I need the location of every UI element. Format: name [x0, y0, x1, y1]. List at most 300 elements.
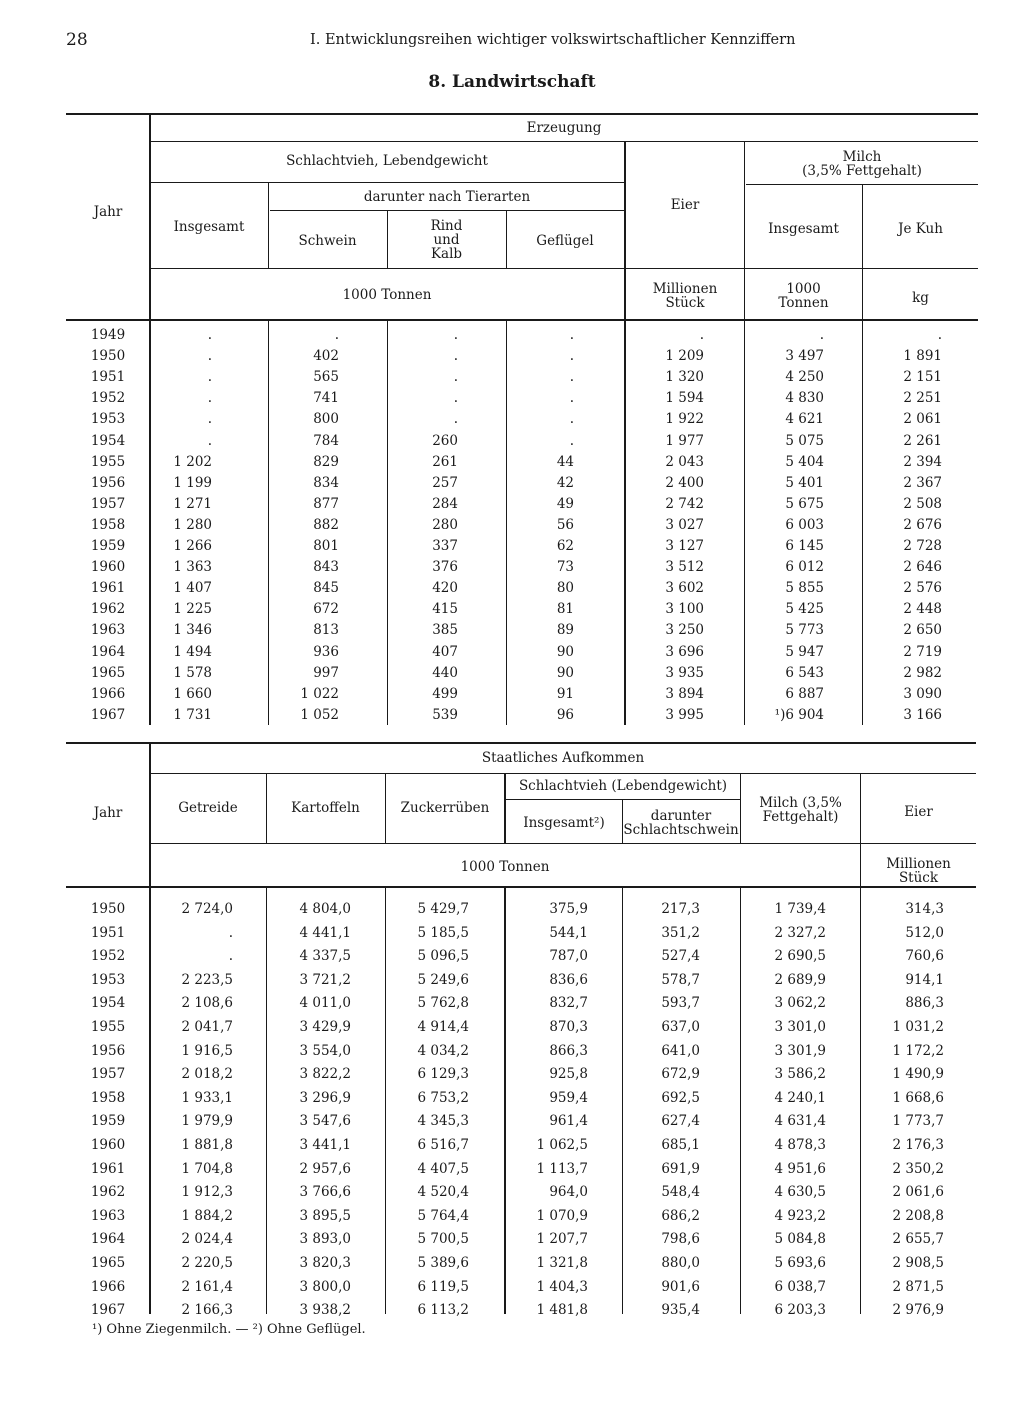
table1-header-rind — [387, 219, 506, 261]
value-cell: 3 721,2 — [299, 971, 351, 988]
table1-header-milch — [746, 150, 978, 178]
value-cell: 798,6 — [661, 1231, 700, 1248]
value-cell: 1 404,3 — [536, 1278, 588, 1295]
table2-unit-mio-line1: Millionen — [886, 856, 951, 872]
value-cell: 6 516,7 — [417, 1137, 469, 1153]
value-cell: 672,9 — [661, 1066, 700, 1083]
value-cell: 1 280 — [173, 516, 212, 533]
table2-header-darunter — [622, 809, 740, 837]
value-cell: 2 367 — [903, 474, 942, 491]
value-cell: 4 631,4 — [774, 1113, 826, 1130]
value-cell: 217,3 — [661, 901, 700, 917]
year-cell: 1965 — [90, 664, 126, 681]
table1-header-bottom-rule — [66, 319, 978, 321]
page-number: 28 — [66, 30, 88, 50]
value-cell: 3 602 — [665, 580, 704, 597]
value-cell: 415 — [432, 601, 458, 618]
value-cell: 2 690,5 — [774, 948, 826, 965]
value-cell: . — [937, 327, 942, 343]
value-cell: 2 041,7 — [181, 1019, 233, 1035]
year-cell: 1966 — [90, 1278, 126, 1295]
value-cell: 2 251 — [903, 390, 942, 407]
value-cell: 5 401 — [785, 474, 824, 491]
value-cell: . — [207, 327, 212, 343]
value-cell: 1 363 — [173, 559, 212, 576]
value-cell: 5 185,5 — [417, 924, 469, 941]
value-cell: 351,2 — [661, 924, 700, 941]
value-cell: 4 520,4 — [417, 1184, 469, 1201]
table1-header-milch-line1: Milch — [842, 149, 882, 165]
value-cell: 4 441,1 — [299, 924, 351, 941]
value-cell: 935,4 — [661, 1302, 700, 1319]
table1-rule — [270, 210, 624, 211]
value-cell: 1 321,8 — [536, 1255, 588, 1271]
value-cell: 6 012 — [785, 559, 824, 576]
year-cell: 1953 — [90, 971, 126, 988]
value-cell: 5 084,8 — [774, 1231, 826, 1248]
value-cell: 880,0 — [661, 1255, 700, 1271]
value-cell: 1 207,7 — [536, 1231, 588, 1248]
value-cell: 6 038,7 — [774, 1278, 826, 1295]
value-cell: 3 696 — [665, 643, 704, 660]
value-cell: 4 337,5 — [299, 948, 351, 965]
value-cell: 407 — [432, 643, 458, 660]
value-cell: . — [453, 411, 458, 428]
value-cell: 4 951,6 — [774, 1160, 826, 1177]
table2-rule — [506, 799, 740, 800]
value-cell: 901,6 — [661, 1278, 700, 1295]
value-cell: 4 878,3 — [774, 1137, 826, 1153]
value-cell: 1 172,2 — [892, 1042, 944, 1059]
table2-rule — [150, 843, 976, 844]
value-cell: 784 — [313, 432, 339, 449]
value-cell: 1 594 — [665, 390, 704, 407]
value-cell: . — [569, 348, 574, 365]
value-cell: 2 724,0 — [181, 901, 233, 917]
table1-unit-kg: kg — [912, 290, 929, 306]
value-cell: 73 — [556, 559, 574, 576]
value-cell: 3 935 — [665, 664, 704, 681]
value-cell: 6 887 — [785, 685, 824, 702]
year-cell: 1960 — [90, 559, 126, 576]
year-cell: 1958 — [90, 516, 126, 533]
value-cell: 1 320 — [665, 369, 704, 386]
value-cell: 2 676 — [903, 516, 942, 533]
year-cell: 1955 — [90, 1019, 126, 1035]
value-cell: 2 982 — [903, 664, 942, 681]
table1-header-rind-line3: Kalb — [430, 246, 463, 262]
value-cell: 1 494 — [173, 643, 212, 660]
table2-header-milch — [741, 796, 860, 824]
year-cell: 1956 — [90, 474, 126, 491]
table2-header-eier: Eier — [904, 804, 933, 820]
value-cell: 672 — [313, 601, 339, 618]
value-cell: 2 957,6 — [299, 1160, 351, 1177]
value-cell: 691,9 — [661, 1160, 700, 1177]
value-cell: 2 689,9 — [774, 971, 826, 988]
table1-header-jahr: Jahr — [93, 204, 123, 220]
year-cell: 1958 — [90, 1089, 126, 1106]
value-cell: 686,2 — [661, 1207, 700, 1224]
value-cell: 4 011,0 — [299, 995, 351, 1012]
value-cell: 3 995 — [665, 706, 704, 723]
value-cell: 2 655,7 — [892, 1231, 944, 1248]
value-cell: 2 508 — [903, 495, 942, 512]
value-cell: 6 203,3 — [774, 1302, 826, 1319]
year-cell: 1952 — [90, 948, 126, 965]
value-cell: 741 — [313, 390, 339, 407]
value-cell: 3 800,0 — [299, 1278, 351, 1295]
value-cell: . — [453, 327, 458, 343]
value-cell: 3 100 — [665, 601, 704, 618]
value-cell: 2 400 — [665, 474, 704, 491]
value-cell: 2 261 — [903, 432, 942, 449]
value-cell: 3 429,9 — [299, 1019, 351, 1035]
value-cell: 2 043 — [665, 453, 704, 470]
value-cell: ¹)6 904 — [774, 706, 824, 723]
value-cell: 832,7 — [549, 995, 588, 1012]
value-cell: 2 646 — [903, 559, 942, 576]
value-cell: 1 481,8 — [536, 1302, 588, 1319]
value-cell: 91 — [556, 685, 574, 702]
year-cell: 1952 — [90, 390, 126, 407]
value-cell: 402 — [313, 348, 339, 365]
value-cell: 440 — [432, 664, 458, 681]
value-cell: 44 — [556, 453, 574, 470]
value-cell: 6 113,2 — [417, 1302, 469, 1319]
value-cell: 4 621 — [785, 411, 824, 428]
value-cell: 800 — [313, 411, 339, 428]
value-cell: . — [569, 411, 574, 428]
value-cell: 1 209 — [665, 348, 704, 365]
value-cell: 3 027 — [665, 516, 704, 533]
year-cell: 1961 — [90, 1160, 126, 1177]
year-cell: 1965 — [90, 1255, 126, 1271]
value-cell: 2 719 — [903, 643, 942, 660]
value-cell: . — [207, 411, 212, 428]
value-cell: 2 576 — [903, 580, 942, 597]
table2-unit-mio-stueck — [861, 857, 976, 885]
value-cell: 1 739,4 — [774, 901, 826, 917]
value-cell: 1 022 — [300, 685, 339, 702]
value-cell: 6 119,5 — [417, 1278, 469, 1295]
value-cell: 1 884,2 — [181, 1207, 233, 1224]
table1-top-rule — [66, 113, 978, 115]
value-cell: 2 448 — [903, 601, 942, 618]
value-cell: 1 773,7 — [892, 1113, 944, 1130]
table1-header-eier: Eier — [670, 197, 700, 213]
value-cell: . — [453, 369, 458, 386]
value-cell: 1 031,2 — [892, 1019, 944, 1035]
value-cell: 2 024,4 — [181, 1231, 233, 1248]
value-cell: 3 893,0 — [299, 1231, 351, 1248]
value-cell: 1 922 — [665, 411, 704, 428]
value-cell: 2 166,3 — [181, 1302, 233, 1319]
table2-header-darunter-line2: Schlachtschwein — [623, 822, 739, 838]
value-cell: 1 052 — [300, 706, 339, 723]
value-cell: 4 804,0 — [299, 901, 351, 917]
value-cell: 2 151 — [903, 369, 942, 386]
value-cell: 3 062,2 — [774, 995, 826, 1012]
value-cell: 1 202 — [173, 453, 212, 470]
value-cell: 3 127 — [665, 538, 704, 554]
year-cell: 1949 — [90, 327, 126, 343]
value-cell: 925,8 — [549, 1066, 588, 1083]
value-cell: 2 350,2 — [892, 1160, 944, 1177]
table1-header-milch-insgesamt: Insgesamt — [768, 221, 839, 237]
value-cell: 385 — [432, 622, 458, 639]
value-cell: 89 — [556, 622, 574, 639]
value-cell: 5 855 — [785, 580, 824, 597]
value-cell: 2 871,5 — [892, 1278, 944, 1295]
value-cell: 6 543 — [785, 664, 824, 681]
value-cell: 96 — [556, 706, 574, 723]
value-cell: 5 096,5 — [417, 948, 469, 965]
value-cell: 3 554,0 — [299, 1042, 351, 1059]
value-cell: 1 881,8 — [181, 1137, 233, 1153]
value-cell: 56 — [556, 516, 574, 533]
value-cell: 49 — [556, 495, 574, 512]
table1-header-erzeugung: Erzeugung — [526, 120, 602, 136]
value-cell: 3 166 — [903, 706, 942, 723]
value-cell: 2 728 — [903, 538, 942, 554]
year-cell: 1967 — [90, 706, 126, 723]
value-cell: 548,4 — [661, 1184, 700, 1201]
value-cell: 801 — [313, 538, 339, 554]
value-cell: 1 933,1 — [181, 1089, 233, 1106]
table2-header-milch-line1: Milch (3,5% — [759, 795, 842, 811]
footnote: ¹) Ohne Ziegenmilch. — ²) Ohne Geflügel. — [92, 1322, 366, 1337]
value-cell: 1 225 — [173, 601, 212, 618]
value-cell: 2 223,5 — [181, 971, 233, 988]
value-cell: 4 923,2 — [774, 1207, 826, 1224]
value-cell: 80 — [556, 580, 574, 597]
value-cell: 6 003 — [785, 516, 824, 533]
table1-header-je-kuh: Je Kuh — [898, 221, 943, 237]
value-cell: . — [207, 432, 212, 449]
table1-unit-1000-line1: 1000 — [786, 281, 821, 297]
year-cell: 1950 — [90, 348, 126, 365]
value-cell: 4 240,1 — [774, 1089, 826, 1106]
value-cell: 1 062,5 — [536, 1137, 588, 1153]
table2-header-getreide: Getreide — [178, 800, 238, 816]
value-cell: 6 753,2 — [417, 1089, 469, 1106]
table1-header-schlachtvieh: Schlachtvieh, Lebendgewicht — [286, 153, 488, 169]
running-head: I. Entwicklungsreihen wichtiger volkswirtschaftlicher Kennziffern — [310, 32, 796, 48]
value-cell: 1 266 — [173, 538, 212, 554]
year-cell: 1966 — [90, 685, 126, 702]
year-cell: 1967 — [90, 1302, 126, 1319]
table2-header-jahr: Jahr — [93, 805, 123, 821]
year-cell: 1957 — [90, 1066, 126, 1083]
value-cell: 5 389,6 — [417, 1255, 469, 1271]
value-cell: 512,0 — [905, 924, 944, 941]
value-cell: . — [699, 327, 704, 343]
value-cell: 578,7 — [661, 971, 700, 988]
value-cell: 3 497 — [785, 348, 824, 365]
value-cell: 834 — [313, 474, 339, 491]
value-cell: 870,3 — [549, 1019, 588, 1035]
value-cell: 2 650 — [903, 622, 942, 639]
value-cell: 1 731 — [173, 706, 212, 723]
value-cell: 314,3 — [905, 901, 944, 917]
table1-unit-1000-line2: Tonnen — [778, 295, 829, 311]
table2-top-rule — [66, 742, 976, 744]
value-cell: 5 693,6 — [774, 1255, 826, 1271]
value-cell: 866,3 — [549, 1042, 588, 1059]
value-cell: 42 — [556, 474, 574, 491]
value-cell: 5 249,6 — [417, 971, 469, 988]
year-cell: 1954 — [90, 432, 126, 449]
year-cell: 1963 — [90, 1207, 126, 1224]
value-cell: 90 — [556, 664, 574, 681]
value-cell: 914,1 — [905, 971, 944, 988]
value-cell: 692,5 — [661, 1089, 700, 1106]
value-cell: 5 947 — [785, 643, 824, 660]
value-cell: 1 977 — [665, 432, 704, 449]
value-cell: 829 — [313, 453, 339, 470]
table1-header-insgesamt: Insgesamt — [173, 219, 245, 235]
value-cell: 2 161,4 — [181, 1278, 233, 1295]
value-cell: 3 820,3 — [299, 1255, 351, 1271]
value-cell: 2 018,2 — [181, 1066, 233, 1083]
value-cell: 5 773 — [785, 622, 824, 639]
value-cell: 959,4 — [549, 1089, 588, 1106]
value-cell: 2 908,5 — [892, 1255, 944, 1271]
value-cell: 2 208,8 — [892, 1207, 944, 1224]
value-cell: 5 675 — [785, 495, 824, 512]
table2-header-schlachtvieh: Schlachtvieh (Lebendgewicht) — [518, 778, 728, 794]
value-cell: 1 979,9 — [181, 1113, 233, 1130]
value-cell: . — [207, 348, 212, 365]
value-cell: 2 742 — [665, 495, 704, 512]
value-cell: 527,4 — [661, 948, 700, 965]
value-cell: 376 — [432, 559, 458, 576]
value-cell: 936 — [313, 643, 339, 660]
value-cell: 6 145 — [785, 538, 824, 554]
value-cell: 3 250 — [665, 622, 704, 639]
table1-header-gefluegel: Geflügel — [536, 233, 594, 249]
year-cell: 1961 — [90, 580, 126, 597]
year-cell: 1951 — [90, 369, 126, 386]
value-cell: 284 — [432, 495, 458, 512]
value-cell: 964,0 — [549, 1184, 588, 1201]
value-cell: . — [228, 948, 233, 965]
table1-header-rind-line1: Rind — [430, 218, 463, 234]
value-cell: 5 075 — [785, 432, 824, 449]
value-cell: 3 301,0 — [774, 1019, 826, 1035]
value-cell: 3 441,1 — [299, 1137, 351, 1153]
table1-unit-1000-tonnen — [745, 282, 862, 310]
year-cell: 1963 — [90, 622, 126, 639]
value-cell: . — [453, 348, 458, 365]
value-cell: 997 — [313, 664, 339, 681]
value-cell: 3 822,2 — [299, 1066, 351, 1083]
table1-header-darunter: darunter nach Tierarten — [363, 189, 531, 205]
year-cell: 1960 — [90, 1137, 126, 1153]
value-cell: 1 916,5 — [181, 1042, 233, 1059]
table1-header-rind-line2: und — [433, 232, 460, 248]
value-cell: 2 394 — [903, 453, 942, 470]
value-cell: 1 704,8 — [181, 1160, 233, 1177]
table2-header-milch-line2: Fettgehalt) — [762, 809, 839, 825]
table2-rule — [150, 773, 976, 774]
value-cell: 1 407 — [173, 580, 212, 597]
value-cell: 565 — [313, 369, 339, 386]
year-cell: 1956 — [90, 1042, 126, 1059]
value-cell: 2 327,2 — [774, 924, 826, 941]
value-cell: 882 — [313, 516, 339, 533]
table2-unit-mio-line2: Stück — [898, 870, 939, 886]
value-cell: . — [334, 327, 339, 343]
table1-rule — [150, 141, 978, 142]
value-cell: . — [569, 390, 574, 407]
value-cell: 787,0 — [549, 948, 588, 965]
year-cell: 1959 — [90, 538, 126, 554]
value-cell: 499 — [432, 685, 458, 702]
table2-unit-tonnen: 1000 Tonnen — [460, 859, 550, 875]
value-cell: 627,4 — [661, 1113, 700, 1130]
value-cell: 4 830 — [785, 390, 824, 407]
value-cell: 1 490,9 — [892, 1066, 944, 1083]
table2-header-darunter-line1: darunter — [650, 808, 712, 824]
year-cell: 1962 — [90, 601, 126, 618]
year-cell: 1951 — [90, 924, 126, 941]
value-cell: . — [228, 924, 233, 941]
year-cell: 1955 — [90, 453, 126, 470]
value-cell: . — [819, 327, 824, 343]
value-cell: 3 296,9 — [299, 1089, 351, 1106]
table2-header-staatliches: Staatliches Aufkommen — [481, 750, 645, 766]
value-cell: 1 891 — [903, 348, 942, 365]
value-cell: 1 199 — [173, 474, 212, 491]
year-cell: 1964 — [90, 643, 126, 660]
table2-header-kartoffeln: Kartoffeln — [291, 800, 360, 816]
value-cell: 1 660 — [173, 685, 212, 702]
value-cell: 6 129,3 — [417, 1066, 469, 1083]
value-cell: 813 — [313, 622, 339, 639]
table1-rule — [150, 182, 624, 183]
value-cell: 1 668,6 — [892, 1089, 944, 1106]
value-cell: 4 034,2 — [417, 1042, 469, 1059]
value-cell: 3 512 — [665, 559, 704, 576]
year-cell: 1950 — [90, 901, 126, 917]
value-cell: 2 108,6 — [181, 995, 233, 1012]
value-cell: 5 762,8 — [417, 995, 469, 1012]
value-cell: 877 — [313, 495, 339, 512]
value-cell: 836,6 — [549, 971, 588, 988]
value-cell: 261 — [432, 453, 458, 470]
table1-unit-tonnen: 1000 Tonnen — [342, 287, 432, 303]
table2-header-insgesamt: Insgesamt²) — [523, 815, 605, 831]
value-cell: 2 061 — [903, 411, 942, 428]
value-cell: 81 — [556, 601, 574, 618]
value-cell: 4 630,5 — [774, 1184, 826, 1201]
table1-unit-mio-stueck — [625, 282, 745, 310]
value-cell: 1 070,9 — [536, 1207, 588, 1224]
value-cell: 3 301,9 — [774, 1042, 826, 1059]
value-cell: 2 176,3 — [892, 1137, 944, 1153]
year-cell: 1959 — [90, 1113, 126, 1130]
table2-header-zuckerrueben: Zuckerrüben — [400, 800, 490, 816]
year-cell: 1962 — [90, 1184, 126, 1201]
value-cell: 637,0 — [661, 1019, 700, 1035]
section-title: 8. Landwirtschaft — [428, 72, 596, 92]
value-cell: 90 — [556, 643, 574, 660]
value-cell: 257 — [432, 474, 458, 491]
value-cell: 337 — [432, 538, 458, 554]
table1-unit-mio-line1: Millionen — [652, 281, 718, 297]
